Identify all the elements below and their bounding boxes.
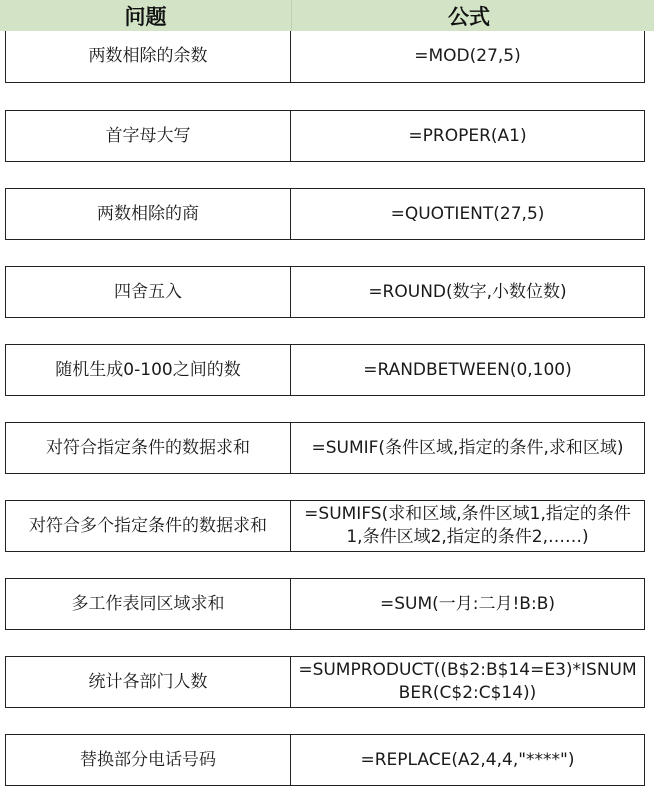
- formula-cell: =MOD(27,5): [414, 46, 521, 66]
- formula-cell: =SUMIFS(求和区域,条件区域1,指定的条件1,条件区域2,指定的条件2,……): [304, 504, 631, 547]
- question-cell: 两数相除的商: [6, 189, 291, 239]
- table-row: [5, 734, 645, 786]
- header-question: 问题: [124, 4, 167, 29]
- table-row: [5, 31, 645, 83]
- table-row: [5, 422, 645, 474]
- table-row: [5, 578, 645, 630]
- table-row: [5, 110, 645, 162]
- question-cell: 对符合指定条件的数据求和: [6, 423, 291, 473]
- formula-cell: =ROUND(数字,小数位数): [368, 281, 567, 302]
- table-row: [5, 188, 645, 240]
- question-cell: 替换部分电话号码: [6, 735, 291, 785]
- question-cell: 首字母大写: [6, 111, 291, 161]
- table-row: [5, 344, 645, 396]
- header-formula: 公式: [291, 0, 646, 31]
- question-cell: 对符合多个指定条件的数据求和: [6, 501, 291, 551]
- table-row: [5, 656, 645, 708]
- question-cell: 统计各部门人数: [6, 657, 291, 707]
- formula-cell: =SUM(一月:二月!B:B): [379, 593, 555, 614]
- formula-cell: =SUMPRODUCT((B$2:B$14=E3)*ISNUMBER(C$2:C$14)): [298, 660, 637, 703]
- question-cell: 两数相除的余数: [6, 31, 291, 82]
- question-cell: 多工作表同区域求和: [6, 579, 291, 629]
- question-cell: 随机生成0-100之间的数: [6, 345, 291, 395]
- formula-cell: =PROPER(A1): [408, 125, 527, 146]
- formula-cell: =QUOTIENT(27,5): [390, 203, 545, 224]
- table-row: [5, 266, 645, 318]
- formula-cell: =REPLACE(A2,4,4,"****"): [360, 749, 575, 770]
- formula-cell: =SUMIF(条件区域,指定的条件,求和区域): [311, 437, 624, 458]
- table-header: [0, 0, 654, 31]
- question-cell: 四舍五入: [6, 267, 291, 317]
- table-row: [5, 500, 645, 552]
- formula-cell: =RANDBETWEEN(0,100): [363, 359, 572, 380]
